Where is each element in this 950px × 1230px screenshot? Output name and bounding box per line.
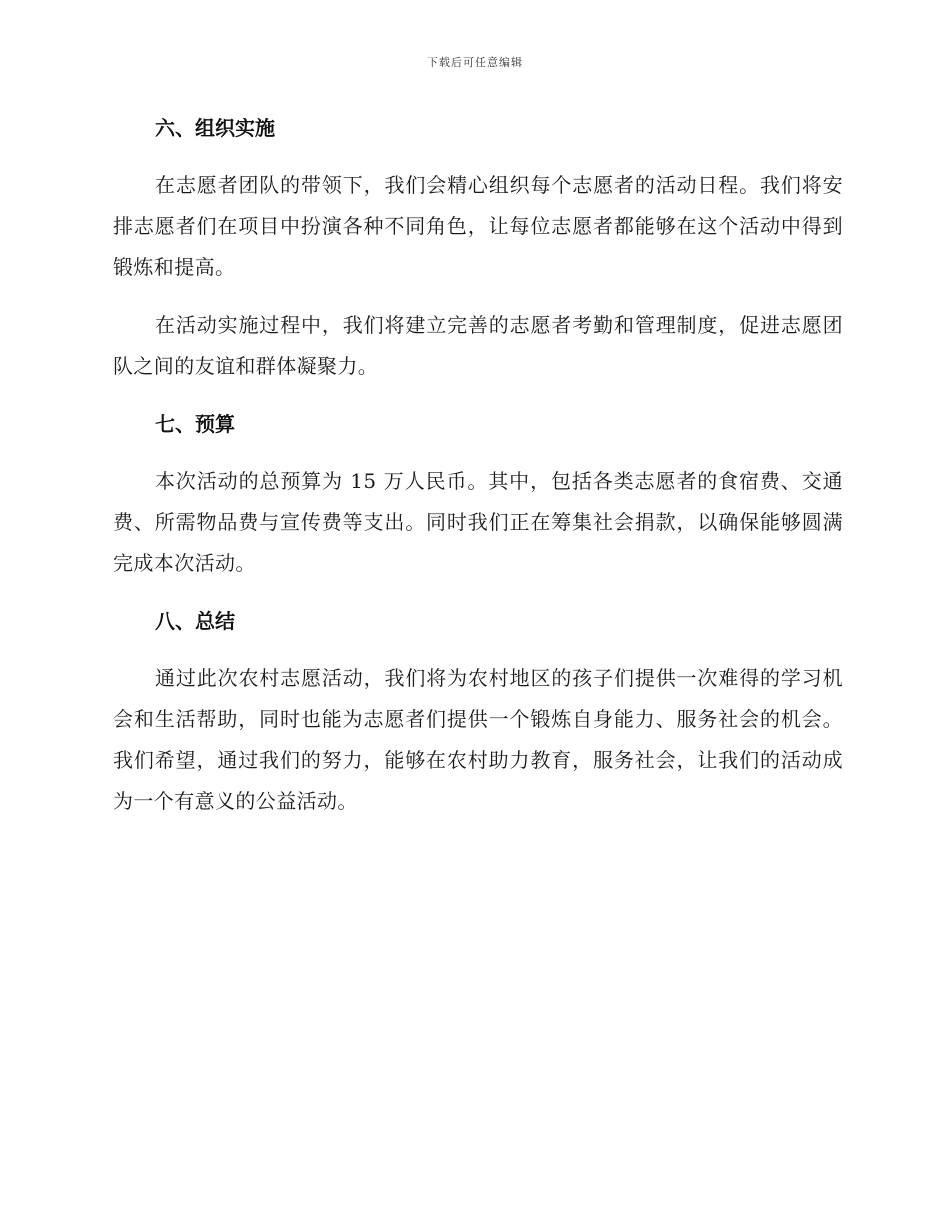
section-summary [113, 601, 843, 822]
document-body [113, 108, 843, 839]
section-title: 八、总结 [155, 609, 235, 633]
paragraph: 在活动实施过程中，我们将建立完善的志愿者考勤和管理制度，促进志愿团队之间的友谊和群体凝聚力。 [113, 313, 843, 378]
section-title: 七、预算 [155, 412, 235, 436]
paragraph: 在志愿者团队的带领下，我们会精心组织每个志愿者的活动日程。我们将安排志愿者们在项目中扮演各种不同角色，让每位志愿者都能够在这个活动中得到锻炼和提高。 [113, 173, 843, 279]
section-organization [113, 108, 843, 387]
page-header: 下载后可任意编辑 [427, 56, 523, 69]
paragraph: 通过此次农村志愿活动，我们将为农村地区的孩子们提供一次难得的学习机会和生活帮助，同时也能为志愿者们提供一个锻炼自身能力、服务社会的机会。我们希望，通过我们的努力，能够在农村助力教育，服务社会，让我们的活动成为一个有意义的公益活动。 [113, 666, 843, 813]
section-title: 六、组织实施 [155, 116, 275, 140]
section-budget [113, 404, 843, 584]
paragraph: 本次活动的总预算为 15 万人民币。其中，包括各类志愿者的食宿费、交通费、所需物品费与宣传费等支出。同时我们正在筹集社会捐款，以确保能够圆满完成本次活动。 [113, 469, 843, 575]
